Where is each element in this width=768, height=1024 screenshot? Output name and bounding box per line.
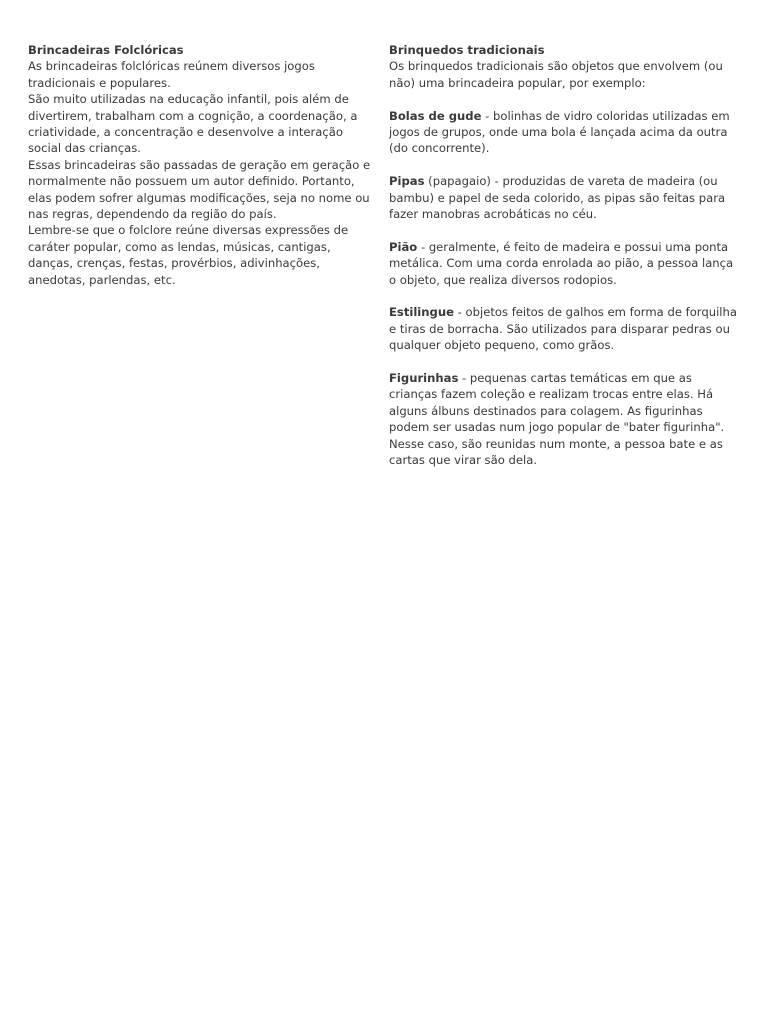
left-paragraph-intro: As brincadeiras folclóricas reúnem diversos jogos tradicionais e populares. (28, 59, 315, 90)
toy-entry-marbles (389, 108, 741, 157)
left-paragraph-folklore: Lembre-se que o folclore reúne diversas expressões de caráter popular, como as lendas, músicas, cantigas, danças, crenças, festas, provérbios, adivinhações, anedotas, parlendas, etc. (28, 223, 349, 287)
spacer (389, 157, 741, 173)
toy-description: - bolinhas de vidro coloridas utilizadas em jogos de grupos, onde uma bola é lançada acima da outra (do concorrente). (389, 108, 730, 156)
spacer (389, 288, 741, 304)
toy-description: (papagaio) - produzidas de vareta de madeira (ou bambu) e papel de seda colorido, as pipas são feitas para fazer manobras acrobáticas no céu. (389, 174, 726, 222)
right-column-traditional-toys (389, 42, 741, 468)
toy-entry-spinning-top (389, 239, 741, 288)
left-paragraph-tradition: Essas brincadeiras são passadas de geração em geração e normalmente não possuem um autor definido. Portanto, elas podem sofrer algumas modificações, seja no nome ou nas regras, dependendo da região do país. (28, 157, 371, 222)
toy-description: - geralmente, é feito de madeira e possui uma ponta metálica. Com uma corda enrolada ao pião, a pessoa lança o objeto, que realiza diversos rodopios. (389, 239, 734, 287)
toy-term: Pipas (389, 174, 425, 189)
toy-term: Pião (389, 239, 418, 254)
toy-term: Estilingue (389, 305, 454, 320)
toy-term: Figurinhas (389, 371, 459, 386)
left-column-title: Brincadeiras Folclóricas (28, 43, 184, 57)
right-column-title: Brinquedos tradicionais (389, 43, 545, 57)
spacer (389, 91, 741, 107)
spacer (389, 222, 741, 238)
left-column-folk-games (28, 42, 378, 288)
toy-entry-stickers (389, 370, 741, 468)
right-intro: Os brinquedos tradicionais são objetos que envolvem (ou não) uma brincadeira popular, por exemplo: (389, 59, 723, 90)
toy-description: - pequenas cartas temáticas em que as crianças fazem coleção e realizam trocas entre elas. Há alguns álbuns destinados para colagem. As figurinhas podem ser usadas num jogo popular de "bater figurinha". Nesse caso, são reunidas num monte, a pessoa bate e as cartas que virar são dela. (389, 371, 725, 468)
toy-term: Bolas de gude (389, 108, 482, 123)
toy-description: - objetos feitos de galhos em forma de forquilha e tiras de borracha. São utilizados para disparar pedras ou qualquer objeto pequeno, como grãos. (389, 305, 737, 353)
spacer (389, 354, 741, 370)
toy-entry-kites (389, 173, 741, 222)
left-paragraph-education: São muito utilizadas na educação infantil, pois além de divertirem, trabalham com a cognição, a coordenação, a criatividade, a concentração e desenvolve a interação social das crianças. (28, 92, 358, 156)
toy-entry-slingshot (389, 304, 741, 353)
